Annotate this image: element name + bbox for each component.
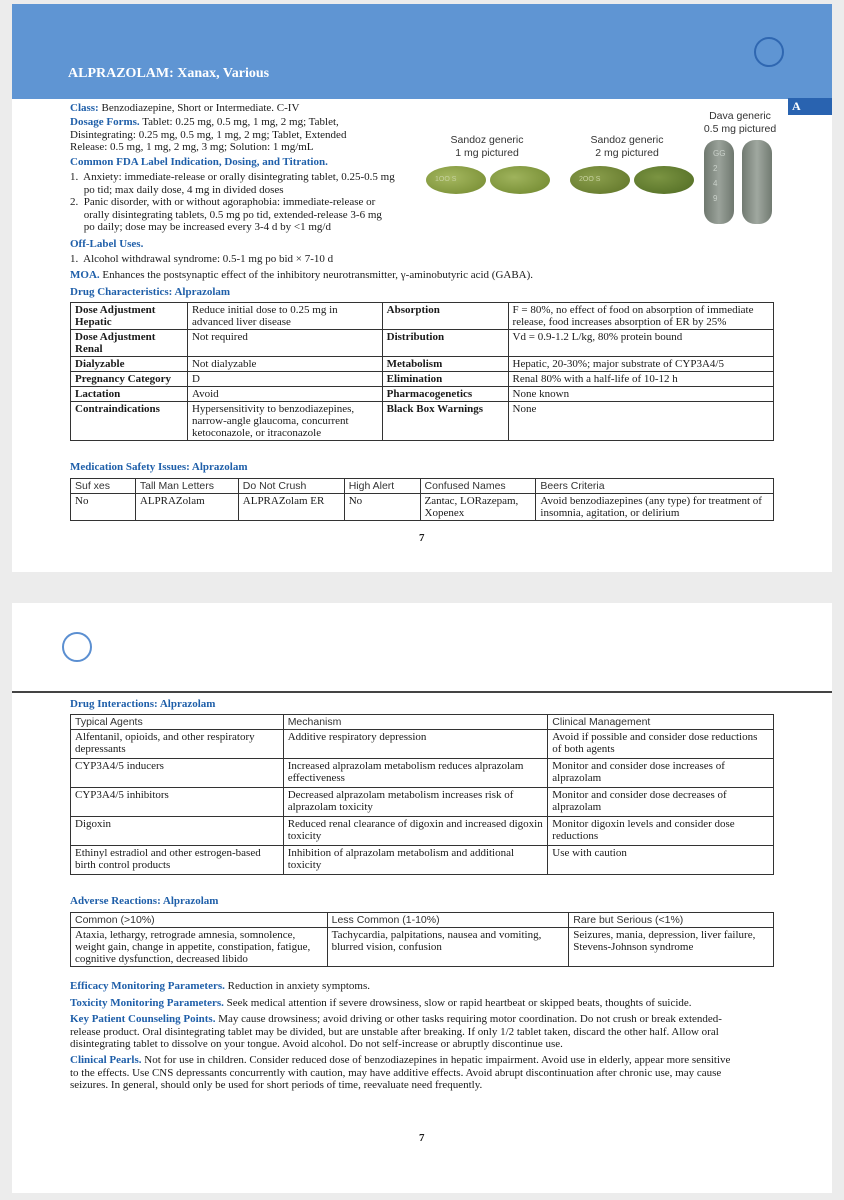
property-label-cell: Black Box Warnings <box>382 402 508 441</box>
table-cell: Inhibition of alprazolam metabolism and additional toxicity <box>283 846 548 875</box>
table-cell: Seizures, mania, depression, liver failure, Stevens-Johnson syndrome <box>569 928 774 967</box>
property-value-cell: Vd = 0.9-1.2 L/kg, 80% protein bound <box>508 330 773 357</box>
column-header: Tall Man Letters <box>135 479 238 494</box>
property-label-cell: Pharmacogenetics <box>382 387 508 402</box>
table-cell: Additive respiratory depression <box>283 730 548 759</box>
table-cell: No <box>344 494 420 521</box>
column-header: Confused Names <box>420 479 536 494</box>
property-label-cell: Dose Adjustment Hepatic <box>71 303 188 330</box>
property-value-cell: Hepatic, 20-30%; major substrate of CYP3A4/5 <box>508 357 773 372</box>
header-rule <box>12 691 832 693</box>
property-value-cell: D <box>187 372 382 387</box>
column-header: Typical Agents <box>71 715 284 730</box>
column-header: Suf xes <box>71 479 136 494</box>
monograph-page-2 <box>12 603 832 1193</box>
table-cell: Monitor and consider dose increases of alprazolam <box>548 759 774 788</box>
column-header: Mechanism <box>283 715 548 730</box>
property-label-cell: Absorption <box>382 303 508 330</box>
dava-tablet-back-image <box>742 140 772 224</box>
drug-characteristics-table <box>70 302 774 441</box>
table-row <box>71 759 774 788</box>
property-value-cell: F = 80%, no effect of food on absorption of immediate release, food increases absorption of ER by 25% <box>508 303 773 330</box>
header-bar <box>12 4 832 99</box>
property-label-cell: Elimination <box>382 372 508 387</box>
page-number: 7 <box>419 532 425 544</box>
pill-imprint-1mg: 1OO S <box>435 176 457 183</box>
table-cell: Avoid benzodiazepines (any type) for treatment of insomnia, agitation, or delirium <box>536 494 774 521</box>
drug-interactions-table <box>70 714 774 875</box>
property-value-cell: Not required <box>187 330 382 357</box>
property-value-cell: Renal 80% with a half-life of 10-12 h <box>508 372 773 387</box>
table-cell: Monitor and consider dose decreases of alprazolam <box>548 788 774 817</box>
sandoz-2mg-caption: Sandoz generic 2 mg pictured <box>590 134 664 159</box>
table-row <box>71 330 774 357</box>
property-label-cell: Dialyzable <box>71 357 188 372</box>
table-row <box>71 402 774 441</box>
property-value-cell: None <box>508 402 773 441</box>
column-header: Common (>10%) <box>71 913 328 928</box>
table-cell: Zantac, LORazepam, Xopenex <box>420 494 536 521</box>
table-row <box>71 788 774 817</box>
table-row <box>71 928 774 967</box>
section-tab: A <box>788 98 832 115</box>
safety-heading: Medication Safety Issues: Alprazolam <box>70 461 248 473</box>
table-cell: Avoid if possible and consider dose reductions of both agents <box>548 730 774 759</box>
class-line: Class: Benzodiazepine, Short or Intermediate. C-IV <box>70 102 300 114</box>
column-header: High Alert <box>344 479 420 494</box>
offlabel-heading: Off-Label Uses. <box>70 238 144 250</box>
table-cell: Increased alprazolam metabolism reduces alprazolam effectiveness <box>283 759 548 788</box>
property-label-cell: Distribution <box>382 330 508 357</box>
monograph-page-1 <box>12 4 832 572</box>
column-header: Less Common (1-10%) <box>327 913 569 928</box>
interactions-heading: Drug Interactions: Alprazolam <box>70 698 216 710</box>
column-header: Do Not Crush <box>238 479 344 494</box>
page-number: 7 <box>419 1132 425 1144</box>
table-row <box>71 730 774 759</box>
page-title: ALPRAZOLAM: Xanax, Various <box>68 66 270 81</box>
clinical-pearls-paragraph: Clinical Pearls. Not for use in children. Consider reduced dose of benzodiazepines in hepatic impairment. Avoid use in elderly, appear more sensitive to the effects. Use CNS depressants concurrently with caution, may have additive effects. Avoid abrupt discontinuation after chronic use, may cause seizures. In general, should only be used for short periods of time, reevaluate need frequently. <box>70 1054 731 1091</box>
efficacy-paragraph: Efficacy Monitoring Parameters. Reduction in anxiety symptoms. <box>70 980 371 992</box>
table-row <box>71 303 774 330</box>
dava-caption: Dava generic 0.5 mg pictured <box>703 110 777 135</box>
adverse-heading: Adverse Reactions: Alprazolam <box>70 895 219 907</box>
pill-image-2mg-back <box>634 166 694 194</box>
circle-icon <box>754 37 784 67</box>
property-label-cell: Lactation <box>71 387 188 402</box>
table-cell: Alfentanil, opioids, and other respiratory depressants <box>71 730 284 759</box>
table-cell: Decreased alprazolam metabolism increases risk of alprazolam toxicity <box>283 788 548 817</box>
table-cell: Digoxin <box>71 817 284 846</box>
table-cell: ALPRAZolam <box>135 494 238 521</box>
property-label-cell: Contraindications <box>71 402 188 441</box>
table-cell: Tachycardia, palpitations, nausea and vomiting, blurred vision, confusion <box>327 928 569 967</box>
property-label-cell: Dose Adjustment Renal <box>71 330 188 357</box>
column-header: Clinical Management <box>548 715 774 730</box>
table-cell: Use with caution <box>548 846 774 875</box>
table-row <box>71 387 774 402</box>
table-row <box>71 817 774 846</box>
property-value-cell: Reduce initial dose to 0.25 mg in advanced liver disease <box>187 303 382 330</box>
table-cell: Ataxia, lethargy, retrograde amnesia, somnolence, weight gain, change in appetite, constipation, fatigue, cognitive dysfunction, decreased libido <box>71 928 328 967</box>
table-cell: Monitor digoxin levels and consider dose reductions <box>548 817 774 846</box>
property-label-cell: Pregnancy Category <box>71 372 188 387</box>
table-cell: CYP3A4/5 inducers <box>71 759 284 788</box>
pill-image-1mg-back <box>490 166 550 194</box>
dosage-forms: Dosage Forms. Tablet: 0.25 mg, 0.5 mg, 1 mg, 2 mg; Tablet, Disintegrating: 0.25 mg, 0.5 mg, 1 mg, 2 mg; Tablet, Extended Release: 0.5 mg, 1 mg, 2 mg, 3 mg; Solution: 1 mg/mL <box>70 116 347 153</box>
safety-table <box>70 478 774 521</box>
property-value-cell: Not dialyzable <box>187 357 382 372</box>
toxicity-paragraph: Toxicity Monitoring Parameters. Seek medical attention if severe drowsiness, slow or rapid heartbeat or skipped beats, thoughts of suicide. <box>70 997 692 1009</box>
fda-indications: 1. Anxiety: immediate-release or orally disintegrating tablet, 0.25-0.5 mg po tid; max daily dose, 4 mg in divided doses 2. Panic disorder, with or without agoraphobia: immediate-release or orally disintegrating tablets, 0.5 mg po tid, extended-release 3-6 mg po daily; dose may be increased every 3-4 d by <1 mg/d <box>70 171 395 233</box>
counseling-paragraph: Key Patient Counseling Points. May cause drowsiness; avoid driving or other tasks requiring motor coordination. Do not crush or break extended- release product. Oral disintegrating tablet may be divided, but are unstable after breaking. If only 1/2 tablet taken, discard the other half. Allow oral disintegrating tablet to dissolve on your tongue. Avoid alcohol. Do not self-increase or abruptly discontinue use. <box>70 1013 722 1050</box>
table-cell: No <box>71 494 136 521</box>
moa-line: MOA. Enhances the postsynaptic effect of the inhibitory neurotransmitter, γ-aminobutyric acid (GABA). <box>70 269 534 281</box>
table-header-row <box>71 715 774 730</box>
table-row <box>71 846 774 875</box>
adverse-reactions-table <box>70 912 774 967</box>
dava-imprint: GG 2 4 9 <box>713 149 726 203</box>
table-row <box>71 372 774 387</box>
circle-icon <box>62 632 92 662</box>
column-header: Rare but Serious (<1%) <box>569 913 774 928</box>
property-value-cell: Hypersensitivity to benzodiazepines, narrow-angle glaucoma, concurrent ketoconazole, or itraconazole <box>187 402 382 441</box>
sandoz-1mg-caption: Sandoz generic 1 mg pictured <box>450 134 524 159</box>
table-cell: ALPRAZolam ER <box>238 494 344 521</box>
fda-heading: Common FDA Label Indication, Dosing, and Titration. <box>70 156 328 168</box>
table-cell: Ethinyl estradiol and other estrogen-based birth control products <box>71 846 284 875</box>
drugchar-heading: Drug Characteristics: Alprazolam <box>70 286 231 298</box>
table-cell: Reduced renal clearance of digoxin and increased digoxin toxicity <box>283 817 548 846</box>
table-header-row <box>71 913 774 928</box>
column-header: Beers Criteria <box>536 479 774 494</box>
table-header-row <box>71 479 774 494</box>
table-row <box>71 357 774 372</box>
table-row <box>71 494 774 521</box>
pill-imprint-2mg: 2OO S <box>579 176 601 183</box>
table-cell: CYP3A4/5 inhibitors <box>71 788 284 817</box>
property-value-cell: Avoid <box>187 387 382 402</box>
property-label-cell: Metabolism <box>382 357 508 372</box>
offlabel-line: 1. Alcohol withdrawal syndrome: 0.5-1 mg po bid × 7-10 d <box>70 253 334 265</box>
property-value-cell: None known <box>508 387 773 402</box>
